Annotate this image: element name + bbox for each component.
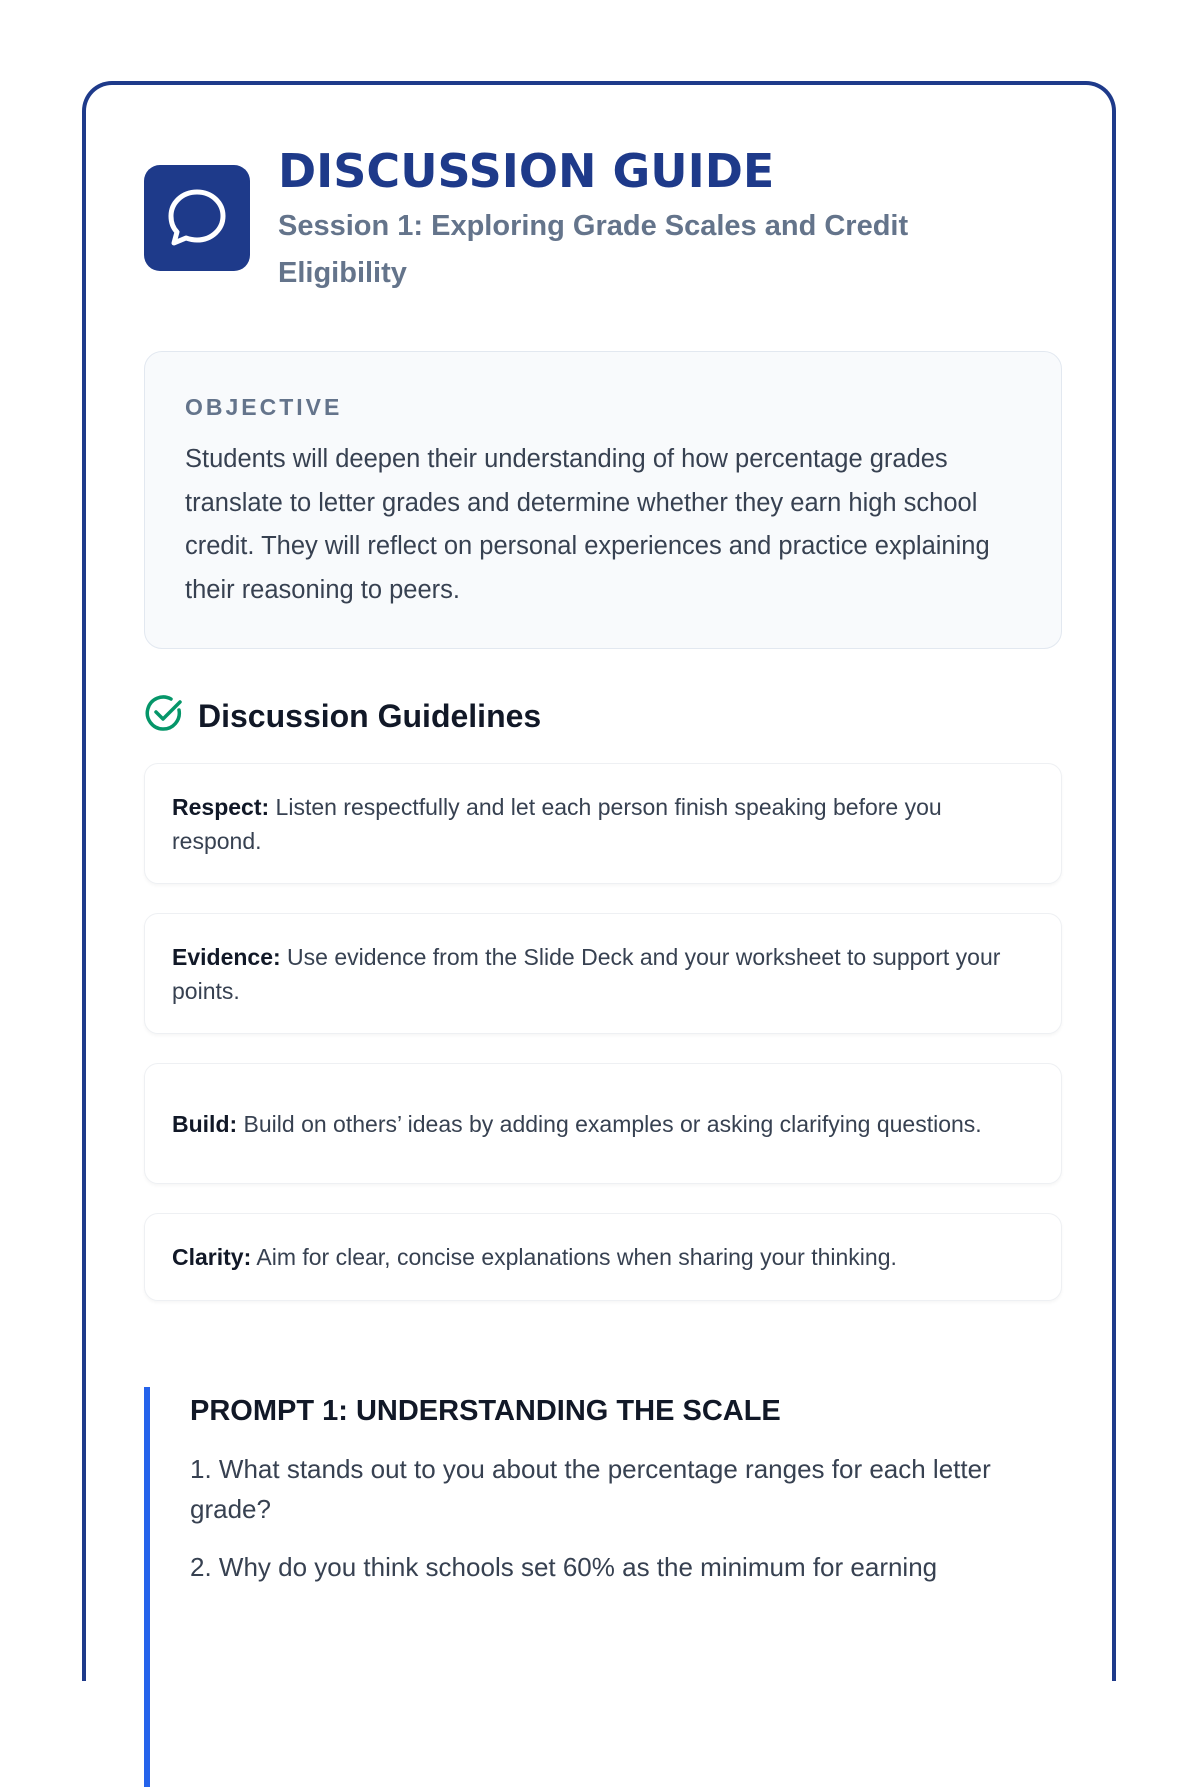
page-title: DISCUSSION GUIDE (278, 144, 775, 198)
guideline-term: Clarity: (172, 1244, 252, 1270)
guideline-term: Evidence: (172, 943, 281, 970)
guideline-text: Use evidence from the Slide Deck and your worksheet to support your points. (172, 943, 1001, 1004)
page-subtitle: Session 1: Exploring Grade Scales and Credit Eligibility (278, 210, 909, 289)
guidelines-heading (144, 693, 541, 738)
guideline-respect (144, 763, 1062, 884)
objective-label: OBJECTIVE (185, 394, 343, 420)
guideline-clarity (144, 1213, 1062, 1301)
guideline-evidence (144, 913, 1062, 1034)
guideline-text: Build on others’ ideas by adding examples or asking clarifying questions. (237, 1110, 982, 1137)
guideline-term: Build: (172, 1110, 238, 1137)
list-item: 1. What stands out to you about the percentage ranges for each letter grade? (190, 1454, 991, 1524)
check-circle-icon (144, 693, 184, 738)
guideline-term: Respect: (172, 793, 270, 820)
speech-bubble-icon (144, 165, 250, 271)
guideline-text: Aim for clear, concise explanations when sharing your thinking. (251, 1244, 897, 1270)
prompt-title: PROMPT 1: UNDERSTANDING THE SCALE (190, 1395, 781, 1427)
prompt-section (144, 1387, 1090, 1787)
list-item: 2. Why do you think schools set 60% as the minimum for earning (190, 1552, 938, 1582)
guideline-text: Listen respectfully and let each person finish speaking before you respond. (172, 793, 942, 854)
guidelines-title: Discussion Guidelines (198, 697, 542, 734)
discussion-guide-card (82, 81, 1116, 1681)
guideline-build (144, 1063, 1062, 1184)
objective-text: Students will deepen their understanding of how percentage grades translate to letter grades and determine whether they earn high school credit. They will reflect on personal experiences and practice explaining their reasoning to peers. (185, 445, 990, 604)
objective-box (144, 351, 1062, 649)
prompt-questions (190, 1449, 1090, 1587)
